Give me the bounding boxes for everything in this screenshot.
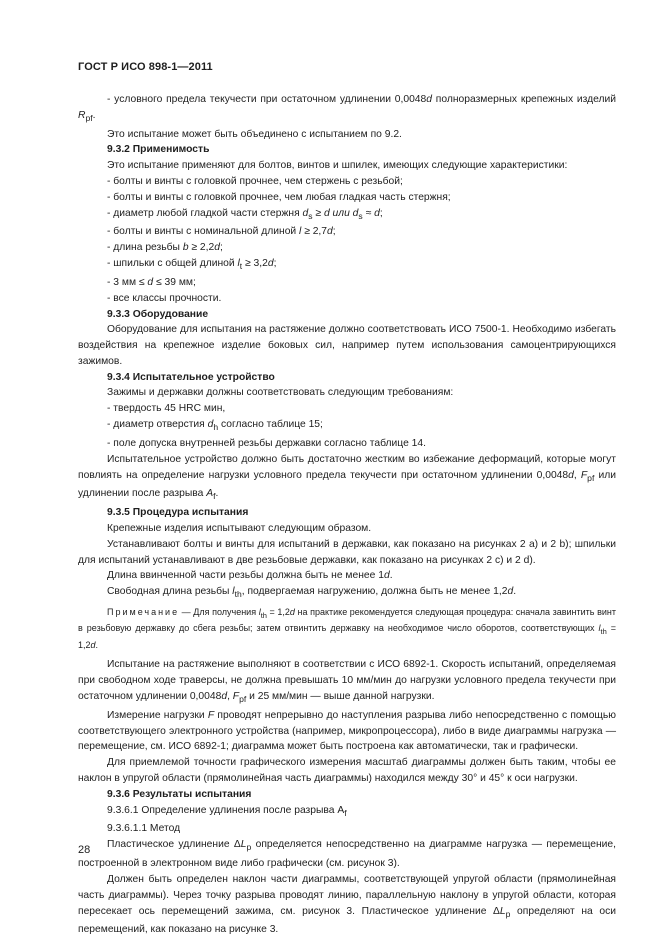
section-heading: 9.3.6 Результаты испытания	[107, 788, 252, 800]
paragraph: - болты и винты с головкой прочнее, чем стержень с резьбой;	[107, 176, 403, 188]
paragraph: - твердость 45 HRC мин,	[107, 403, 226, 415]
paragraph: Это испытание может быть объединено с испытанием по 9.2.	[107, 128, 402, 140]
paragraph: Зажимы и державки должны соответствовать следующим требованиям:	[107, 387, 454, 399]
note-paragraph: Примечание — Для получения $l_{th} = 1,2d$ на практике рекомендуется следующая процедура: сначала завинтить винт в резьбовую державку до сбега резьбы; затем отвинтить державку на необходимое число оборотов, соответствующих $l_{th} = 1,2d$.	[78, 607, 616, 650]
paragraph: 9.3.6.1 Определение удлинения после разрыва $A_f$	[107, 804, 347, 818]
paragraph: Устанавливают болты и винты для испытаний в державки, как показано на рисунках 2 a) и 2 b); шпильки для испытаний устанавливают в две резьбовые державки, как показано на рисунках 2 c) и 2 d).	[78, 538, 616, 566]
paragraph: Испытание на растяжение выполняют в соответствии с ИСО 6892-1. Скорость испытаний, определяемая при свободном ходе траверсы, не должна превышать 10 мм/мин до нагрузки условного предела текучести при остаточном удлинении 0,0048d, $F_{pf}$ и 25 мм/мин — выше данной нагрузки.	[78, 659, 616, 705]
paragraph: - длина резьбы b ≥ 2,2d;	[107, 242, 223, 254]
paragraph: Свободная длина резьбы $l_{th}$, подвергаемая нагружению, должна быть не менее 1,2d.	[107, 586, 517, 600]
section-heading: 9.3.2 Применимость	[107, 144, 210, 156]
paragraph: - болты и винты с номинальной длиной l ≥ 2,7d;	[107, 226, 336, 238]
paragraph: - шпильки с общей длиной $l_t \ge 3,2d$;	[107, 258, 277, 272]
page-number: 28	[78, 844, 91, 856]
paragraph: - 3 мм ≤ d ≤ 39 мм;	[107, 276, 196, 288]
document-header: ГОСТ Р ИСО 898-1—2011	[78, 61, 213, 73]
paragraph: - болты и винты с головкой прочнее, чем любая гладкая часть стержня;	[107, 191, 451, 203]
paragraph: Испытательное устройство должно быть достаточно жестким во избежание деформаций, которые могут повлиять на определение нагрузки условного предела текучести при остаточном удлинении 0,0048d, $F_{pf}$ или удлинении после разрыва $A_f$.	[78, 453, 616, 502]
section-heading: 9.3.4 Испытательное устройство	[107, 371, 275, 383]
section-heading: 9.3.5 Процедура испытания	[107, 507, 249, 519]
paragraph: Для приемлемой точности графического измерения масштаб диаграммы должен быть таким, чтобы ее наклон в упругой области (прямолинейная часть диаграммы) находился между 30° и 45° к оси нагрузки.	[78, 757, 616, 785]
paragraph: - диаметр отверстия $d_h$ согласно таблице 15;	[107, 419, 323, 433]
paragraph: - все классы прочности.	[107, 292, 222, 304]
paragraph: Измерение нагрузки F проводят непрерывно до наступления разрыва либо непосредственно с помощью соответствующего электронного устройства (например, микропроцессора), либо в виде диаграммы нагрузка — перемещение, см. ИСО 6892-1; диаграмма может быть построена как автоматически, так и графически.	[78, 709, 616, 753]
paragraph: 9.3.6.1.1 Метод	[107, 823, 181, 835]
section-heading: 9.3.3 Оборудование	[107, 308, 209, 320]
paragraph: - диаметр любой гладкой части стержня $d_s \ge d$ или $d_s \approx d$;	[107, 207, 383, 221]
paragraph: Пластическое удлинение $\Delta L_p$ определяется непосредственно на диаграмме нагрузка — перемещение, построенной в электронном виде либо графически (см. рисунок 3).	[78, 839, 617, 870]
paragraph: Длина ввинченной части резьбы должна быть не менее 1d.	[107, 570, 393, 582]
document-body	[78, 92, 616, 938]
paragraph: - условного предела текучести при остаточном удлинении 0,0048d полноразмерных крепежных изделий $R_{pf}$.	[78, 94, 616, 123]
paragraph: Крепежные изделия испытывают следующим образом.	[107, 523, 372, 534]
paragraph: Оборудование для испытания на растяжение должно соответствовать ИСО 7500-1. Необходимо избегать воздействия на крепежное изделие боковых сил, например путем использования самоцентрирующихся зажимов.	[78, 324, 616, 367]
paragraph: Должен быть определен наклон части диаграммы, соответствующей упругой области (прямолинейная часть диаграммы). Через точку разрыва проводят линию, параллельную наклону в упругой области, которая пересекает ось перемещений зажима, см. рисунок 3. Пластическое удлинение $\Delta L_p$ определяют на оси перемещений, как показано на рисунке 3.	[78, 873, 617, 936]
paragraph: Это испытание применяют для болтов, винтов и шпилек, имеющих следующие характеристики:	[107, 160, 568, 172]
paragraph: - поле допуска внутренней резьбы державки согласно таблице 14.	[107, 437, 426, 449]
